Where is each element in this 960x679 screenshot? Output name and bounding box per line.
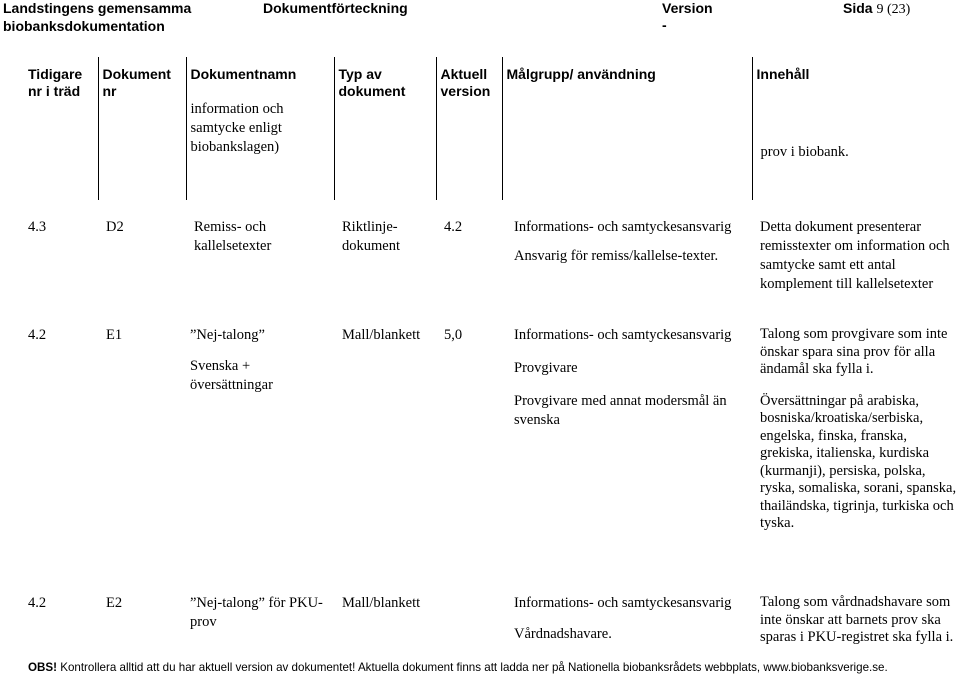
- page-number: 9 (23): [876, 2, 911, 17]
- cell-content: Talong som vårdnadshavare som inte önskar att barnets prov ska sparas i PKU-registret ska fylla i.: [760, 594, 954, 645]
- document-table: [0, 57, 960, 676]
- page-indicator: [843, 0, 910, 19]
- cell-document-name: information och samtycke enligt biobankslagen): [186, 100, 334, 200]
- cell-document-name: ”Nej-talong” för PKU-prov: [190, 595, 323, 630]
- target-line: Informations- och samtyckesansvarig: [514, 327, 732, 343]
- page-label: Sida: [843, 0, 873, 16]
- target-line: Vårdnadshavare.: [514, 626, 612, 642]
- footer-note-text: Kontrollera alltid att du har aktuell version av dokumentet! Aktuella dokument finns att ladda ner på Nationella biobanksrådets webbplats, www.biobanksverige.se.: [56, 661, 888, 674]
- column-header-text: Målgrupp/ användning: [506, 66, 656, 82]
- cell-document-type: Mall/blankett: [342, 327, 421, 343]
- column-header-text: version: [440, 83, 491, 99]
- organization-line-1: Landstingens gemensamma: [3, 0, 192, 16]
- cell-document-nr: E1: [106, 327, 123, 343]
- name-line: ”Nej-talong”: [190, 327, 265, 343]
- cell-previous-nr: 4.2: [28, 327, 47, 343]
- column-header-text: Typ av: [338, 66, 382, 82]
- column-header-text: nr: [102, 83, 117, 99]
- column-header-previous-nr: [0, 57, 98, 100]
- column-header-text: nr i träd: [28, 83, 81, 99]
- cell-document-nr: [98, 100, 186, 200]
- footer-note-label: OBS!: [28, 661, 57, 674]
- cell-content: Detta dokument presenterar remisstexter om information och samtycke samt ett antal komplement till kallelsetexter: [760, 219, 950, 292]
- cell-version: 4.2: [444, 219, 463, 235]
- cell-document-type: [334, 100, 436, 200]
- organization-line-2: biobanksdokumentation: [3, 18, 165, 34]
- column-header-current-version: [436, 57, 502, 100]
- version-label: Version: [662, 0, 713, 16]
- target-line: Provgivare: [514, 360, 578, 376]
- column-header-text: Innehåll: [756, 66, 810, 82]
- column-header-text: dokument: [338, 83, 406, 99]
- column-header-document-name: [186, 57, 334, 100]
- cell-document-type: Riktlinje-dokument: [342, 219, 400, 254]
- footer-note: [28, 660, 888, 676]
- cell-document-nr: D2: [106, 219, 124, 235]
- column-header-text: Aktuell: [440, 66, 488, 82]
- cell-version: [436, 100, 502, 200]
- cell-target-group: [502, 100, 752, 200]
- cell-previous-nr: 4.2: [28, 595, 47, 611]
- column-header-text: Dokument: [102, 66, 171, 82]
- column-header-document-type: [334, 57, 436, 100]
- table-row: [0, 100, 960, 200]
- cell-document-nr: E2: [106, 595, 123, 611]
- target-line: Provgivare med annat modersmål än svenska: [514, 393, 727, 428]
- cell-document-type: Mall/blankett: [342, 595, 421, 611]
- document-title: Dokumentförteckning: [263, 0, 408, 16]
- table-row: [0, 308, 960, 576]
- column-header-text: Dokumentnamn: [190, 66, 297, 82]
- target-line: Ansvarig för remiss/kallelse-texter.: [514, 248, 719, 264]
- cell-content: prov i biobank.: [760, 144, 849, 160]
- cell-previous-nr: 4.3: [28, 219, 47, 235]
- cell-target-group: [502, 200, 752, 308]
- cell-content: [752, 308, 960, 576]
- table-row: [0, 200, 960, 308]
- column-header-text: Tidigare: [28, 66, 83, 82]
- version-value: -: [662, 17, 667, 33]
- target-line: Informations- och samtyckesansvarig: [514, 219, 732, 235]
- cell-target-group: [502, 308, 752, 576]
- name-line: Svenska + översättningar: [190, 358, 273, 393]
- organization-name: [3, 0, 191, 35]
- content-paragraph: Översättningar på arabiska, bosniska/kroatiska/serbiska, engelska, finska, franska, grekiska, italienska, kurdiska (kurmanji), persiska, polska, ryska, somaliska, sorani, spanska, thailändska, tigrinja, turkiska och tyska.: [760, 392, 957, 531]
- column-header-target-group: [502, 57, 752, 100]
- target-line: Informations- och samtyckesansvarig: [514, 595, 732, 611]
- cell-previous-nr: [0, 100, 98, 200]
- column-header-content: [752, 57, 960, 100]
- content-paragraph: Talong som provgivare som inte önskar spara sina prov för alla ändamål ska fylla i.: [760, 326, 948, 377]
- table-header-row: [0, 57, 960, 100]
- cell-version: 5,0: [444, 327, 463, 343]
- column-header-document-nr: [98, 57, 186, 100]
- cell-document-name: [186, 308, 334, 576]
- cell-document-name: Remiss- och kallelsetexter: [194, 219, 272, 254]
